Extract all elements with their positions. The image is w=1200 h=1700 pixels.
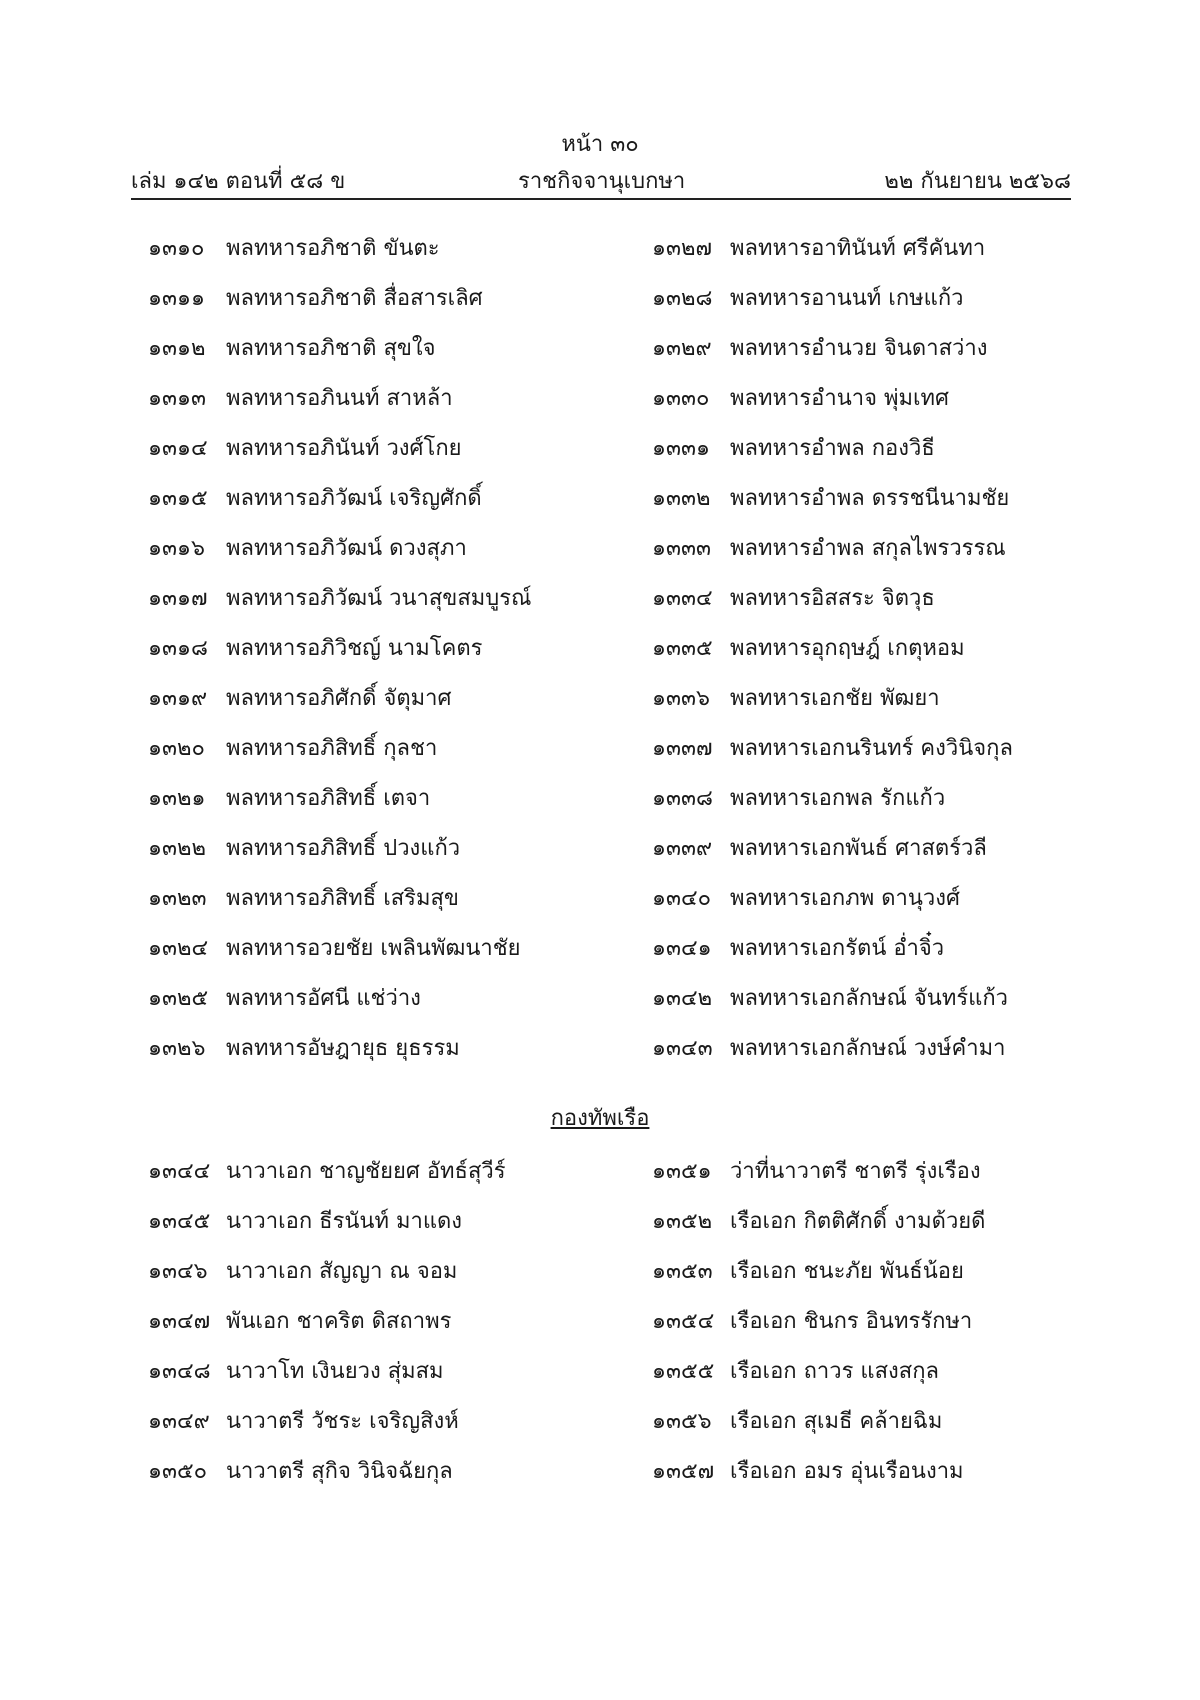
entry-number: ๑๓๑๘ <box>148 636 208 661</box>
entry-number: ๑๓๒๖ <box>148 1036 206 1061</box>
entry-name: เรือเอก ถาวร แสงสกุล <box>730 1359 940 1384</box>
entry-number: ๑๓๕๐ <box>148 1459 208 1484</box>
entry-name: พลทหารอานนท์ เกษแก้ว <box>730 286 964 311</box>
entry-name: พลทหารอภิชาติ สุขใจ <box>226 336 436 361</box>
entry-name: เรือเอก กิตติศักดิ์ งามด้วยดี <box>730 1209 986 1234</box>
entry-number: ๑๓๓๗ <box>652 736 713 761</box>
entry-number: ๑๓๓๒ <box>652 486 711 511</box>
list-entry <box>652 1297 1152 1347</box>
header-divider <box>131 198 1071 200</box>
entry-name: พลทหารอภินนท์ สาหล้า <box>226 386 453 411</box>
entry-number: ๑๓๒๑ <box>148 786 206 811</box>
entry-name: พลทหารอำพล กองวิธี <box>730 436 935 461</box>
entry-number: ๑๓๔๓ <box>652 1036 713 1061</box>
list-entry <box>148 824 648 874</box>
list-entry <box>652 974 1152 1024</box>
entry-name: นาวาเอก ชาญชัยยศ อัทธ์สุวีร์ <box>226 1159 506 1184</box>
entry-name: พลทหารอภิสิทธิ์ เสริมสุข <box>226 886 459 911</box>
entry-name: พลทหารอัศนี แช่ว่าง <box>226 986 421 1011</box>
entry-name: เรือเอก สุเมธี คล้ายฉิม <box>730 1409 943 1434</box>
section-title <box>0 1100 1200 1135</box>
list-entry <box>148 624 648 674</box>
entry-number: ๑๓๑๙ <box>148 686 208 711</box>
list-entry <box>148 1147 648 1197</box>
entry-number: ๑๓๕๕ <box>652 1359 715 1384</box>
entry-number: ๑๓๔๖ <box>148 1259 208 1284</box>
entry-name: นาวาโท เงินยวง สุ่มสม <box>226 1359 444 1384</box>
entry-number: ๑๓๔๒ <box>652 986 713 1011</box>
entry-name: พลทหารอำนวย จินดาสว่าง <box>730 336 988 361</box>
list-entry <box>652 424 1152 474</box>
entry-number: ๑๓๒๗ <box>652 236 713 261</box>
entry-number: ๑๓๒๘ <box>652 286 713 311</box>
entry-name: พลทหารอภิวัฒน์ ดวงสุภา <box>226 536 467 561</box>
entry-number: ๑๓๓๘ <box>652 786 714 811</box>
entry-name: พลทหารอำพล ดรรชนีนามชัย <box>730 486 1010 511</box>
list-entry <box>148 724 648 774</box>
list-entry <box>148 1024 648 1074</box>
publication-name: ราชกิจจานุเบกษา <box>518 169 686 194</box>
entry-number: ๑๓๓๑ <box>652 436 711 461</box>
entry-name: พลทหารอภิสิทธิ์ เตจา <box>226 786 431 811</box>
list-entry <box>652 374 1152 424</box>
entry-name: พลทหารอาทินันท์ ศรีคันทา <box>730 236 986 261</box>
list-entry <box>652 524 1152 574</box>
entry-number: ๑๓๔๑ <box>652 936 712 961</box>
entry-number: ๑๓๕๒ <box>652 1209 713 1234</box>
list-entry <box>148 1297 648 1347</box>
entry-number: ๑๓๒๙ <box>652 336 712 361</box>
entry-number: ๑๓๓๖ <box>652 686 711 711</box>
entry-number: ๑๓๑๕ <box>148 486 208 511</box>
entry-name: พลทหารเอกนรินทร์ คงวินิจกุล <box>730 736 1013 761</box>
entry-number: ๑๓๔๔ <box>148 1159 211 1184</box>
list-entry <box>148 274 648 324</box>
list-one-right-column <box>652 224 1152 1074</box>
entry-name: พลทหารเอกพันธ์ ศาสตร์วลี <box>730 836 987 861</box>
entry-number: ๑๓๕๔ <box>652 1309 715 1334</box>
list-one-left-column <box>148 224 648 1074</box>
entry-name: พลทหารเอกภพ ดานุวงศ์ <box>730 886 960 911</box>
entry-number: ๑๓๑๑ <box>148 286 205 311</box>
list-entry <box>148 1447 648 1497</box>
volume-issue: เล่ม ๑๔๒ ตอนที่ ๕๘ ข <box>131 169 346 194</box>
list-entry <box>652 1024 1152 1074</box>
list-entry <box>148 324 648 374</box>
entry-name: พลทหารอภิวัฒน์ เจริญศักดิ์ <box>226 486 482 511</box>
entry-number: ๑๓๕๓ <box>652 1259 713 1284</box>
list-entry <box>148 974 648 1024</box>
list-entry <box>148 424 648 474</box>
entry-number: ๑๓๑๐ <box>148 236 205 261</box>
page-number: หน้า ๓๐ <box>561 132 639 157</box>
list-entry <box>652 1147 1152 1197</box>
entry-number: ๑๓๕๑ <box>652 1159 712 1184</box>
entry-name: พลทหารอภิสิทธิ์ ปวงแก้ว <box>226 836 461 861</box>
entry-name: เรือเอก อมร อุ่นเรือนงาม <box>730 1459 964 1484</box>
list-entry <box>148 924 648 974</box>
entry-number: ๑๓๓๓ <box>652 536 712 561</box>
entry-name: พลทหารอวยชัย เพลินพัฒนาชัย <box>226 936 521 961</box>
entry-name: เรือเอก ชินกร อินทรรักษา <box>730 1309 973 1334</box>
list-entry <box>148 1397 648 1447</box>
entry-name: พลทหารอภิวิชญ์ นามโคตร <box>226 636 483 661</box>
entry-number: ๑๓๒๓ <box>148 886 207 911</box>
entry-number: ๑๓๕๗ <box>652 1459 715 1484</box>
list-entry <box>652 1447 1152 1497</box>
entry-number: ๑๓๓๙ <box>652 836 713 861</box>
entry-number: ๑๓๒๔ <box>148 936 209 961</box>
list-entry <box>148 524 648 574</box>
list-entry <box>148 474 648 524</box>
list-entry <box>652 624 1152 674</box>
issue-date: ๒๒ กันยายน ๒๕๖๘ <box>884 169 1071 194</box>
gazette-header <box>131 163 1071 199</box>
list-entry <box>652 674 1152 724</box>
entry-name: นาวาเอก ธีรนันท์ มาแดง <box>226 1209 463 1234</box>
entry-number: ๑๓๔๘ <box>148 1359 211 1384</box>
list-entry <box>148 574 648 624</box>
entry-number: ๑๓๑๒ <box>148 336 206 361</box>
entry-name: นาวาตรี วัชระ เจริญสิงห์ <box>226 1409 459 1434</box>
entry-name: พลทหารอิสสระ จิตวุธ <box>730 586 935 611</box>
list-entry <box>148 224 648 274</box>
entry-name: พลทหารอัษฎายุธ ยุธรรม <box>226 1036 460 1061</box>
list-entry <box>652 874 1152 924</box>
entry-name: พลทหารอภิชาติ สื่อสารเลิศ <box>226 286 483 311</box>
list-entry <box>652 224 1152 274</box>
entry-name: พลทหารเอกลักษณ์ วงษ์คำมา <box>730 1036 1006 1061</box>
entry-number: ๑๓๑๓ <box>148 386 207 411</box>
list-entry <box>652 774 1152 824</box>
entry-number: ๑๓๔๙ <box>148 1409 210 1434</box>
entry-name: พลทหารเอกลักษณ์ จันทร์แก้ว <box>730 986 1009 1011</box>
entry-number: ๑๓๕๖ <box>652 1409 712 1434</box>
list-entry <box>148 774 648 824</box>
entry-name: พลทหารเอกชัย พัฒยา <box>730 686 940 711</box>
list-entry <box>652 1197 1152 1247</box>
entry-number: ๑๓๑๔ <box>148 436 208 461</box>
list-entry <box>652 474 1152 524</box>
list-entry <box>652 1247 1152 1297</box>
list-entry <box>652 274 1152 324</box>
entry-number: ๑๓๔๗ <box>148 1309 211 1334</box>
list-entry <box>652 924 1152 974</box>
list-entry <box>148 1347 648 1397</box>
list-entry <box>652 724 1152 774</box>
entry-name: พลทหารอำพล สกุลไพรวรรณ <box>730 536 1006 561</box>
entry-number: ๑๓๒๕ <box>148 986 209 1011</box>
entry-number: ๑๓๓๕ <box>652 636 713 661</box>
entry-number: ๑๓๔๕ <box>148 1209 211 1234</box>
entry-name: พลทหารอุกฤษฎ์ เกตุหอม <box>730 636 965 661</box>
list-entry <box>652 824 1152 874</box>
entry-number: ๑๓๓๔ <box>652 586 713 611</box>
entry-name: พลทหารเอกรัตน์ อ่ำจิ๋ว <box>730 936 945 961</box>
entry-name: นาวาเอก สัญญา ณ จอม <box>226 1259 458 1284</box>
entry-name: พลทหารอภิวัฒน์ วนาสุขสมบูรณ์ <box>226 586 532 611</box>
list-two-right-column <box>652 1147 1152 1497</box>
section-title-text: กองทัพเรือ <box>550 1106 650 1131</box>
entry-number: ๑๓๑๗ <box>148 586 208 611</box>
list-entry <box>652 574 1152 624</box>
entry-name: เรือเอก ชนะภัย พันธ์น้อย <box>730 1259 964 1284</box>
list-entry <box>148 1197 648 1247</box>
list-two-left-column <box>148 1147 648 1497</box>
list-entry <box>148 674 648 724</box>
entry-number: ๑๓๓๐ <box>652 386 710 411</box>
entry-name: พลทหารอภิสิทธิ์ กุลชา <box>226 736 438 761</box>
entry-name: พลทหารอำนาจ พุ่มเทศ <box>730 386 949 411</box>
list-entry <box>148 374 648 424</box>
list-entry <box>652 1397 1152 1447</box>
entry-name: พลทหารเอกพล รักแก้ว <box>730 786 946 811</box>
list-entry <box>148 874 648 924</box>
entry-number: ๑๓๔๐ <box>652 886 712 911</box>
entry-number: ๑๓๑๖ <box>148 536 205 561</box>
list-entry <box>652 324 1152 374</box>
entry-number: ๑๓๒๐ <box>148 736 205 761</box>
entry-name: พลทหารอภิชาติ ขันตะ <box>226 236 440 261</box>
entry-number: ๑๓๒๒ <box>148 836 207 861</box>
entry-name: พลทหารอภิศักดิ์ จัตุมาศ <box>226 686 452 711</box>
list-entry <box>652 1347 1152 1397</box>
entry-name: นาวาตรี สุกิจ วินิจฉัยกุล <box>226 1459 453 1484</box>
list-entry <box>148 1247 648 1297</box>
entry-name: ว่าที่นาวาตรี ชาตรี รุ่งเรือง <box>730 1159 981 1184</box>
entry-name: พลทหารอภินันท์ วงศ์โกย <box>226 436 462 461</box>
entry-name: พันเอก ชาคริต ดิสถาพร <box>226 1309 452 1334</box>
